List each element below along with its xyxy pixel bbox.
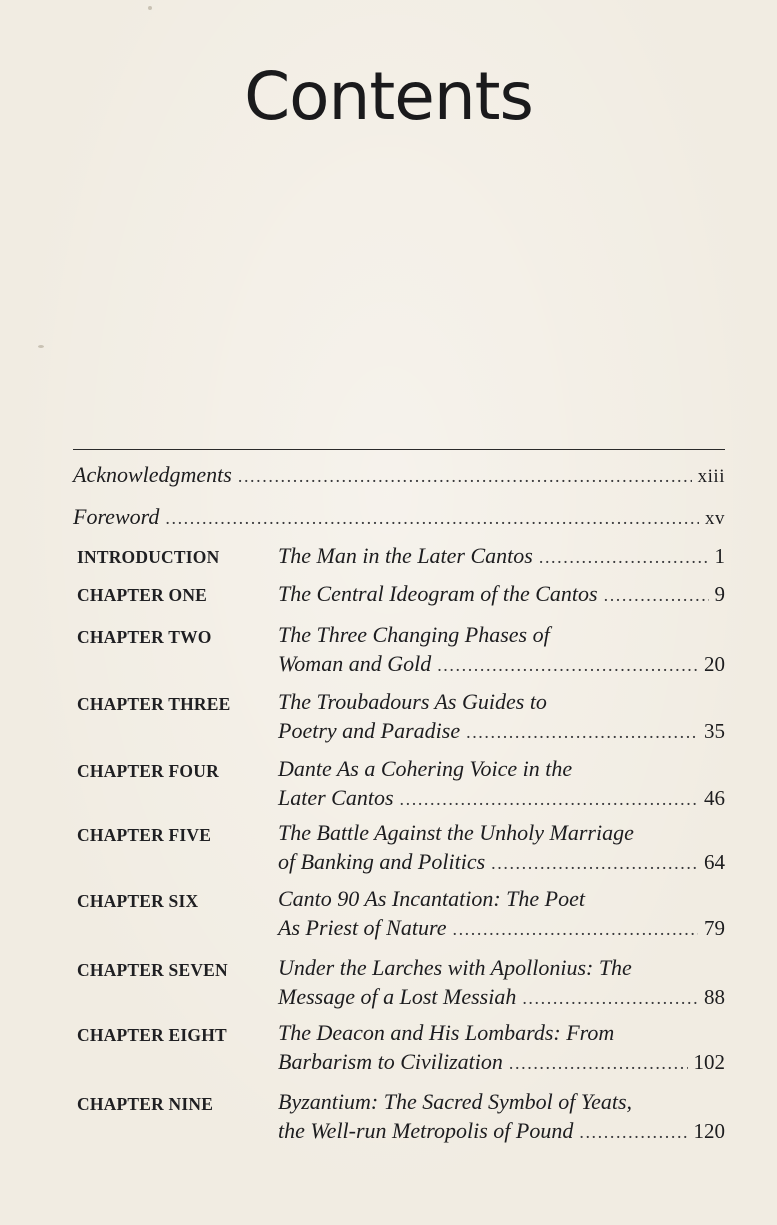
chapter-label: CHAPTER EIGHT [77,1025,227,1045]
entry-title-line-1: Byzantium: The Sacred Symbol of Yeats, [278,1089,633,1114]
chapter-label: CHAPTER THREE [77,694,231,714]
page-number: 9 [714,582,725,606]
chapter-label: CHAPTER SIX [77,891,199,911]
chapter-label: CHAPTER FOUR [77,761,219,781]
page-number: xv [705,508,725,529]
paper-speck [38,345,44,348]
dot-leader [437,651,698,680]
dot-leader [509,1049,688,1078]
entry-title-line-2: of Banking and Politics [278,849,486,874]
entry-title-line-2: As Priest of Nature [278,915,447,940]
page-number: xiii [697,466,725,487]
divider-rule [73,449,725,450]
dot-leader [165,501,699,535]
chapter-label: CHAPTER FIVE [77,825,212,845]
entry-title-line-2: Later Cantos [278,785,394,810]
page-number: 35 [704,719,725,743]
entry-title: Foreword [73,504,160,529]
page-number: 79 [704,916,725,940]
dot-leader [238,459,692,493]
entry-title-line-1: Canto 90 As Incantation: The Poet [278,886,585,911]
chapter-label: CHAPTER SEVEN [77,960,228,980]
page-number: 20 [704,652,725,676]
chapter-label: CHAPTER ONE [77,585,208,605]
entry-title-line-2: Poetry and Paradise [278,718,461,743]
dot-leader [539,541,709,573]
chapter-label: CHAPTER TWO [77,627,212,647]
entry-title-line-1: Under the Larches with Apollonius: The [278,955,632,980]
entry-title: The Central Ideogram of the Cantos [278,581,598,606]
toc-entry-acknowledgments[interactable] [73,458,725,494]
page-number: 1 [714,544,725,568]
entry-title-line-2: the Well-run Metropolis of Pound [278,1118,574,1143]
page-number: 64 [704,850,725,874]
page-title: Contents [244,58,533,135]
dot-leader [452,915,698,944]
dot-leader [579,1118,687,1147]
entry-title: The Man in the Later Cantos [278,543,533,568]
chapter-label: CHAPTER NINE [77,1094,214,1114]
dot-leader [491,849,698,878]
page-number: 120 [693,1119,725,1143]
page-number: 102 [693,1050,725,1074]
entry-title: Acknowledgments [73,462,232,487]
dot-leader [604,579,709,611]
entry-title-line-2: Woman and Gold [278,651,432,676]
page-number: 88 [704,985,725,1009]
dot-leader [522,984,698,1013]
entry-title-line-2: Message of a Lost Messiah [278,984,517,1009]
toc-entry-foreword[interactable] [73,500,725,536]
entry-title-line-1: The Deacon and His Lombards: From [278,1020,615,1045]
entry-title-line-1: The Troubadours As Guides to [278,689,547,714]
paper-speck [148,6,152,10]
dot-leader [466,718,698,747]
chapter-label: INTRODUCTION [77,547,220,567]
page-number: 46 [704,786,725,810]
entry-title-line-2: Barbarism to Civilization [278,1049,503,1074]
entry-title-line-1: The Battle Against the Unholy Marriage [278,820,634,845]
dot-leader [400,785,698,814]
entry-title-line-1: Dante As a Cohering Voice in the [278,756,573,781]
entry-title-line-1: The Three Changing Phases of [278,622,550,647]
